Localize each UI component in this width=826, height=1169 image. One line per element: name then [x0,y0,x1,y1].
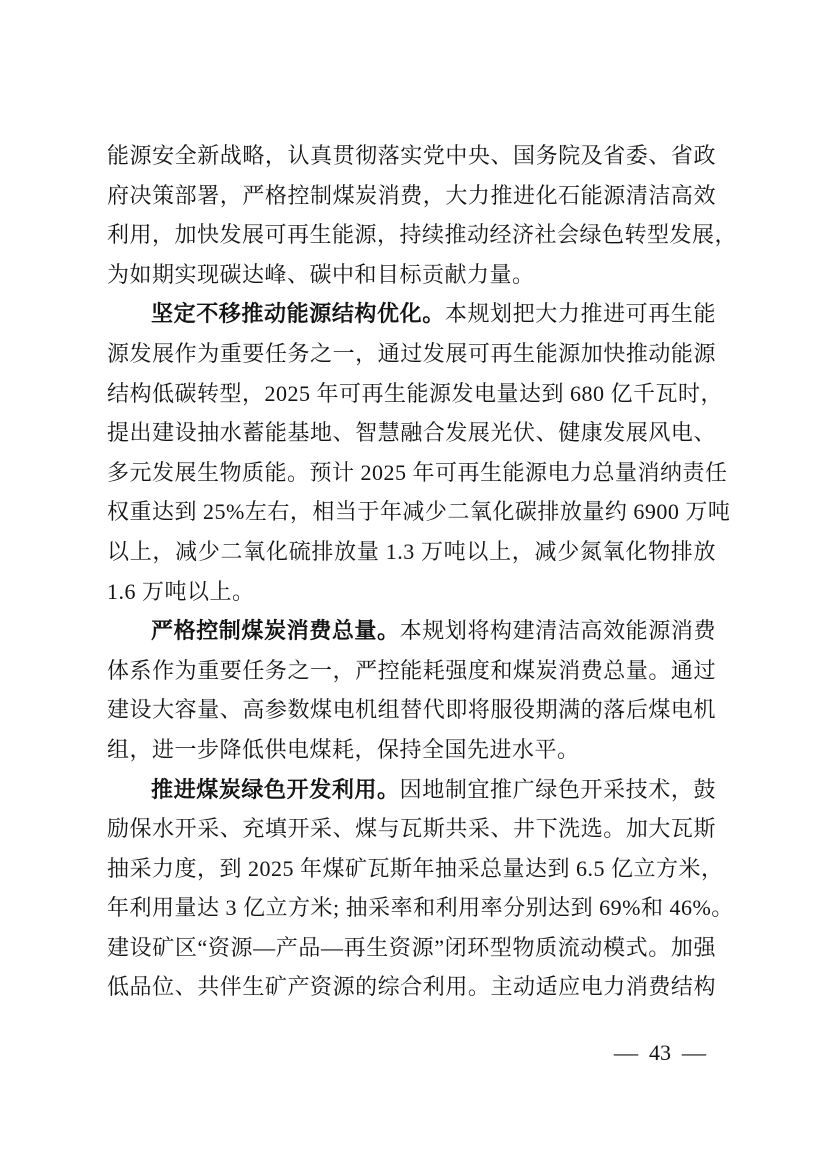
text-line: 体系作为重要任务之一，严控能耗强度和煤炭消费总量。通过 [107,657,716,683]
text-line: 利用，加快发展可再生能源，持续推动经济社会绿色转型发展， [107,222,738,248]
text-line: 为如期实现碳达峰、碳中和目标贡献力量。 [107,261,535,287]
text-line: 低品位、共伴生矿产资源的综合利用。主动适应电力消费结构 [107,974,716,1000]
text-line: 坚定不移推动能源结构优化。本规划把大力推进可再生能 [151,301,716,327]
text-line: 提出建设抽水蓄能基地、智慧融合发展光伏、健康发展风电、 [107,420,716,446]
text-line: 1.6 万吨以上。 [107,578,255,604]
footer-dash-right: — [681,1040,707,1065]
text-line: 能源安全新战略，认真贯彻落实党中央、国务院及省委、省政 [107,143,716,168]
text-line: 府决策部署，严格控制煤炭消费，大力推进化石能源清洁高效 [107,182,716,208]
text-line: 多元发展生物质能。预计 2025 年可再生能源电力总量消纳责任 [107,459,728,485]
text-line: 权重达到 25%左右，相当于年减少二氧化碳排放量约 6900 万吨 [107,499,731,525]
text-line: 励保水开采、充填开采、煤与瓦斯共采、井下洗选。加大瓦斯 [107,816,716,842]
text-line: 结构低碳转型，2025 年可再生能源发电量达到 680 亿千瓦时， [107,380,724,406]
text-line: 以上，减少二氧化硫排放量 1.3 万吨以上，减少氮氧化物排放 [107,538,716,564]
paragraph-energy-structure-optimization [107,294,731,611]
paragraph-lead-bold: 坚定不移推动能源结构优化。 [151,301,445,327]
page-number: 43 [649,1040,671,1065]
text-line: 抽采力度，到 2025 年煤矿瓦斯年抽采总量达到 6.5 亿立方米， [107,855,724,881]
page-footer [615,1036,705,1070]
text-line: 源发展作为重要任务之一，通过发展可再生能源加快推动能源 [107,340,716,366]
text-line: 推进煤炭绿色开发利用。因地制宜推广绿色开采技术，鼓 [151,776,716,802]
text-line: 年利用量达 3 亿立方米; 抽采率和利用率分别达到 69%和 46%。 [107,895,734,921]
paragraph-lead-bold: 推进煤炭绿色开发利用。 [151,776,400,802]
footer-dash-left: — [613,1040,639,1065]
text-body [107,136,738,1007]
text-line: 组，进一步降低供电煤耗，保持全国先进水平。 [107,736,580,762]
text-line: 建设大容量、高参数煤电机组替代即将服役期满的落后煤电机 [107,697,716,723]
paragraph-continuation-energy-strategy [107,136,738,294]
paragraph-lead-bold: 严格控制煤炭消费总量。 [151,618,400,644]
text-line: 建设矿区“资源—产品—再生资源”闭环型物质流动模式。加强 [107,934,716,960]
paragraph-coal-consumption-control [107,611,716,769]
paragraph-green-coal-development [107,770,734,1008]
text-line: 严格控制煤炭消费总量。本规划将构建清洁高效能源消费 [151,618,716,644]
